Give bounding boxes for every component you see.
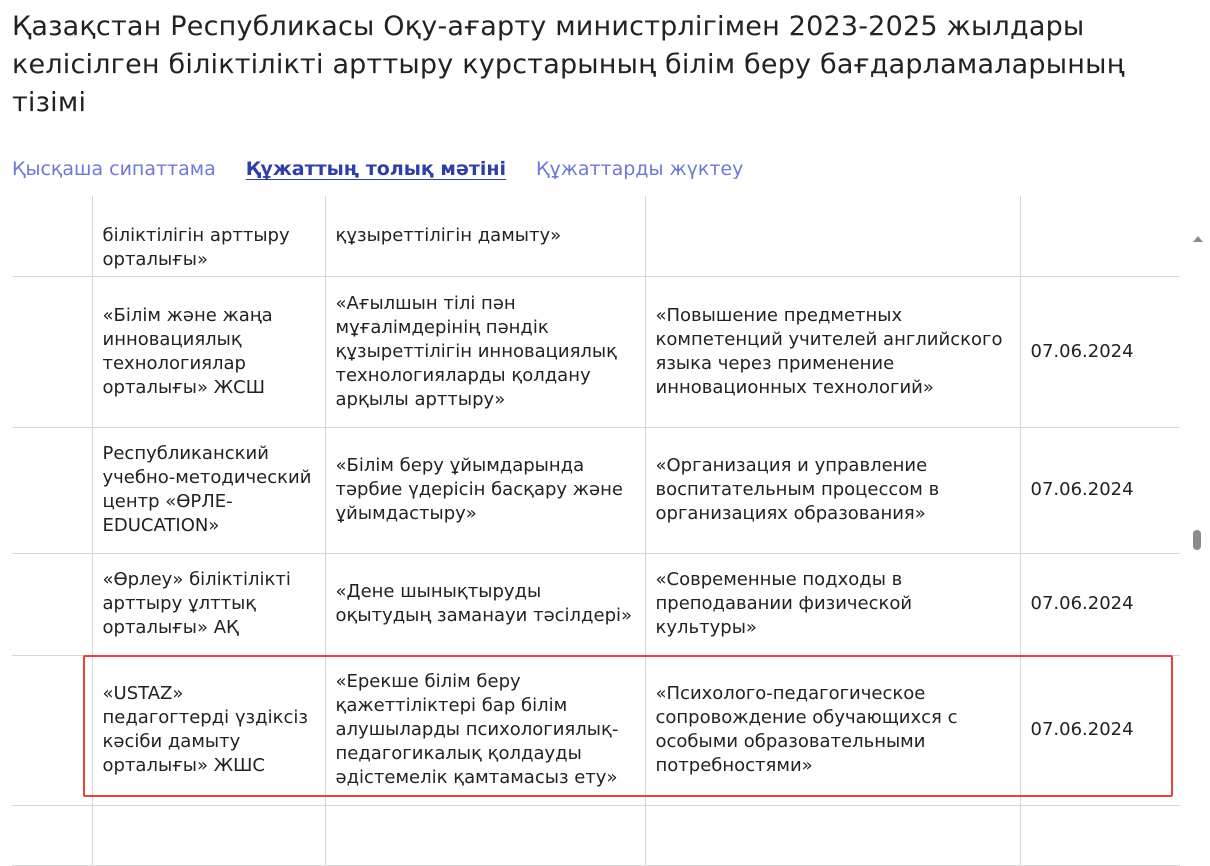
program-ru-cell	[645, 805, 1020, 865]
program-ru-cell: «Повышение предметных компетенций учителей английского языка через применение инновационных технологий»	[645, 276, 1020, 427]
table-row	[12, 553, 1180, 655]
row-number-cell	[12, 427, 92, 553]
vertical-scrollbar[interactable]	[1189, 230, 1205, 812]
date-cell: 07.06.2024	[1020, 427, 1180, 553]
tab-full-text[interactable]: Құжаттың толық мәтіні	[245, 158, 507, 180]
table-row	[12, 805, 1180, 865]
table-row	[12, 427, 1180, 553]
tab-short-description[interactable]: Қысқаша сипаттама	[12, 158, 216, 180]
organization-cell	[92, 805, 325, 865]
date-cell: 07.06.2024	[1020, 655, 1180, 805]
document-tabs	[12, 158, 743, 180]
program-kz-cell: «Ерекше білім беру қажеттіліктері бар білім алушыларды психологиялық-педагогикалық қолдауды әдістемелік қамтамасыз ету»	[325, 655, 645, 805]
program-ru-cell: «Современные подходы в преподавании физической культуры»	[645, 553, 1020, 655]
program-ru-cell: «Психолого-педагогическое сопровождение обучающихся с особыми образовательными потребностями»	[645, 655, 1020, 805]
program-kz-cell: «Білім беру ұйымдарында тәрбие үдерісін басқару және ұйымдастыру»	[325, 427, 645, 553]
organization-cell: «Өрлеу» біліктілікті арттыру ұлттық орталығы» АҚ	[92, 553, 325, 655]
scroll-up-arrow-icon[interactable]	[1193, 236, 1203, 242]
organization-cell: «USTAZ» педагогтерді үздіксіз кәсіби дамыту орталығы» ЖШС	[92, 655, 325, 805]
program-kz-cell: «Ағылшын тілі пән мұғалімдерінің пәндік құзыреттілігін инновациялық технологияларды қолдану арқылы арттыру»	[325, 276, 645, 427]
date-cell: 07.06.2024	[1020, 553, 1180, 655]
table-row	[12, 196, 1180, 276]
organization-cell: Республиканский учебно-методический центр «ӨРЛЕ-EDUCATION»	[92, 427, 325, 553]
date-cell	[1020, 196, 1180, 276]
page-title: Қазақстан Республикасы Оқу-ағарту министрлігімен 2023-2025 жылдары келісілген біліктілікті арттыру курстарының білім беру бағдарламаларының тізімі	[12, 11, 1125, 118]
row-number-cell	[12, 196, 92, 276]
organization-cell: біліктілігін арттыру орталығы»	[92, 196, 325, 276]
tab-download-documents[interactable]: Құжаттарды жүктеу	[536, 158, 744, 180]
programs-table-container	[0, 224, 1180, 812]
row-number-cell	[12, 805, 92, 865]
program-kz-cell: құзыреттілігін дамыту»	[325, 196, 645, 276]
program-ru-cell	[645, 196, 1020, 276]
organization-cell: «Білім және жаңа инновациялық технологиялар орталығы» ЖСШ	[92, 276, 325, 427]
table-row	[12, 655, 1180, 805]
program-kz-cell: «Дене шынықтыруды оқытудың заманауи тәсілдері»	[325, 553, 645, 655]
row-number-cell	[12, 655, 92, 805]
row-number-cell	[12, 553, 92, 655]
scrollbar-thumb[interactable]	[1193, 530, 1201, 550]
program-kz-cell	[325, 805, 645, 865]
row-number-cell	[12, 276, 92, 427]
date-cell	[1020, 805, 1180, 865]
table-row	[12, 276, 1180, 427]
date-cell: 07.06.2024	[1020, 276, 1180, 427]
program-ru-cell: «Организация и управление воспитательным процессом в организациях образования»	[645, 427, 1020, 553]
programs-table	[12, 196, 1180, 866]
